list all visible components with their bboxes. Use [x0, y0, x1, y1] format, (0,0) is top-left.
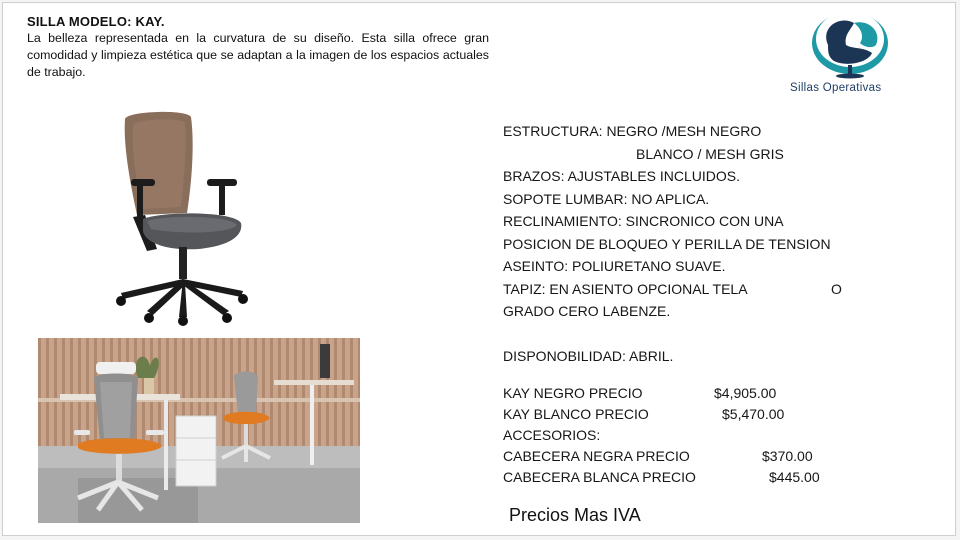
spec-seat: ASEINTO: POLIURETANO SUAVE. [503, 258, 726, 274]
spec-recline: RECLINAMIENTO: SINCRONICO CON UNA [503, 213, 784, 229]
price-row [503, 446, 831, 467]
price-label: CABECERA NEGRA PRECIO [503, 448, 690, 464]
price-value: $445.00 [769, 469, 820, 485]
price-note: Precios Mas IVA [509, 505, 641, 525]
price-row [503, 467, 831, 488]
spec-upholstery [503, 278, 842, 301]
accessories-label: ACCESORIOS: [503, 427, 601, 443]
logo-text: Sillas Operativas [790, 82, 882, 94]
spec-lumbar: SOPOTE LUMBAR: NO APLICA. [503, 190, 710, 207]
price-value: $4,905.00 [714, 385, 777, 401]
product-title: SILLA MODELO: KAY. [27, 14, 165, 29]
spec-upholstery-fragment: O [831, 280, 842, 297]
price-label: KAY NEGRO PRECIO [503, 385, 643, 401]
product-slide [2, 2, 956, 536]
price-row [503, 404, 831, 425]
office-scene-image [38, 338, 360, 523]
spec-arms: BRAZOS: AJUSTABLES INCLUIDOS. [503, 168, 741, 184]
price-label: CABECERA BLANCA PRECIO [503, 469, 696, 485]
chair-image [103, 107, 253, 329]
spec-upholstery-cont: GRADO CERO LABENZE. [503, 303, 671, 319]
price-label: KAY BLANCO PRECIO [503, 406, 649, 422]
spec-recline-cont: POSICION DE BLOQUEO Y PERILLA DE TENSION [503, 235, 831, 252]
spec-upholstery-text: TAPIZ: EN ASIENTO OPCIONAL TELA [503, 280, 748, 297]
availability: DISPONOBILIDAD: ABRIL. [503, 347, 674, 364]
price-row [503, 425, 831, 446]
price-value: $5,470.00 [722, 406, 785, 422]
price-value: $370.00 [762, 448, 813, 464]
product-description: La belleza representada en la curvatura de su diseño. Esta silla ofrece gran comodidad y limpieza estética que se adaptan a la imagen de los espacios actuales de trabajo. [27, 31, 489, 79]
specs-block [503, 120, 842, 488]
spec-structure-alt: BLANCO / MESH GRIS [636, 145, 784, 162]
price-row [503, 383, 831, 404]
spec-structure: ESTRUCTURA: NEGRO /MESH NEGRO [503, 123, 762, 139]
